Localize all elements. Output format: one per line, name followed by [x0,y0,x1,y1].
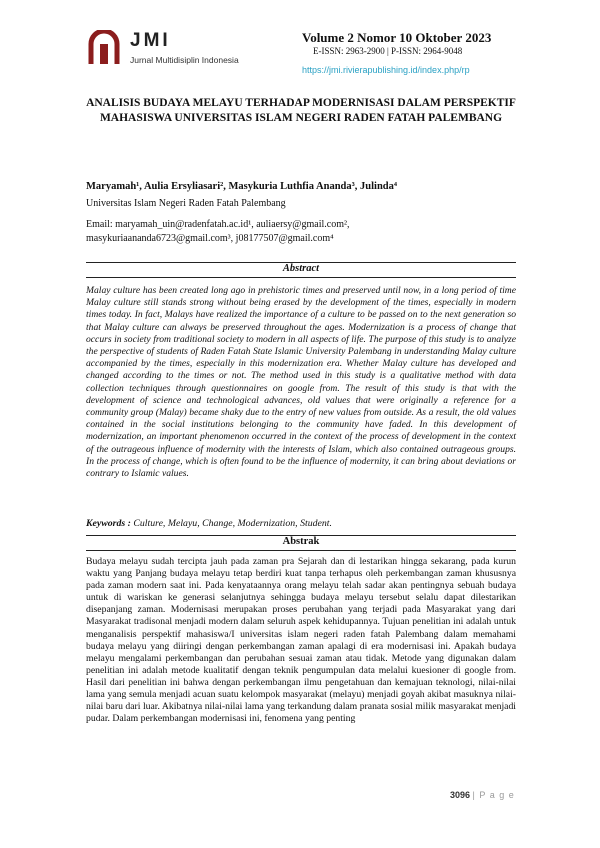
paper-email-line-2: masykuriaananda6723@gmail.com³, j08177507@gmail.com⁴ [86,233,334,244]
abstract-heading-divider [86,277,516,278]
journal-volume: Volume 2 Nomor 10 Oktober 2023 [302,30,492,45]
abstrak-text: Budaya melayu sudah tercipta jauh pada zaman pra Sejarah dan di lestarikan hingga sekarang, pada kurun waktu yang Panjang budaya melayu tetap berdiri kuat tanpa terhapus oleh perkembangan zaman khususnya pada zaman modern saat ini. Pada kenyataannya orang melayu telah sadar akan pentingnya sebuah budaya untuk di wariskan ke generasi selanjutnya sehingga budaya melayu tersebut selalu dapat dilestarikan disepanjang zaman. Modernisasi merupakan proses perubahan yang terjadi pada Masyarakat yang dari Masyarakat tradisonal menjadi modern dalam seluruh aspek kehidupannya. Tujuan penelitian ini adalah untuk menganalisis perspektif mahasiswa/I universitas islam negeri raden fatah Palembang dalam memahami budaya melayu yang diiringi dengan perkembangan zaman apalagi di era modernisasi ini. Apakah budaya melayu mengalami perkembangan dan perubahan sesuai zaman atau tidak. Metode yang digunakan dalam penelitian ini adalah metode kualitatif dengan teknik pengumpulan data melalui kuesioner di google from. Hasil dari penelitian ini bahwa dengan perkembangan ilmu pengetahuan dan kemajuan teknologi, nilai-nilai lama yang semula menjadi acuan suatu kelompok masyarakat (melayu) menjadi goyah akibat masuknya nilai-nilai baru dari luar. Akibatnya nilai-nilai lama yang terkandung dalam pranata sosial milik masyarakat menjadi pudar. Dalam perkembangan modernisasi ini, fenomena yang penting [86,556,516,725]
journal-logo-subtitle: Jurnal Multidisiplin Indonesia [130,55,239,65]
page-label: | P a g e [472,790,515,800]
paper-email-line-1: Email: maryamah_uin@radenfatah.ac.id¹, auliaersy@gmail.com², [86,219,350,230]
abstrak-heading-divider [86,550,516,551]
abstrak-heading: Abstrak [282,536,320,547]
paper-authors: Maryamah¹, Aulia Ersyliasari², Masykuria Luthfia Ananda³, Julinda⁴ [86,181,398,192]
page-number: 3096 [450,790,471,800]
keywords-label: Keywords : [86,518,131,529]
journal-logo-text: JMI [130,30,171,51]
journal-url-link[interactable]: https://jmi.rivierapublishing.id/index.php/rp [302,65,470,75]
keywords-line [86,518,332,529]
journal-issn: E-ISSN: 2963-2900 | P-ISSN: 2964-9048 [313,46,463,56]
paper-title: ANALISIS BUDAYA MELAYU TERHADAP MODERNISASI DALAM PERSPEKTIF MAHASISWA UNIVERSITAS ISLAM NEGERI RADEN FATAH PALEMBANG [86,97,516,124]
journal-logo-icon [86,30,122,66]
abstract-heading: Abstract [282,263,320,274]
keywords-values: Culture, Melayu, Change, Modernization, Student. [133,518,332,529]
page-footer [450,790,515,800]
paper-affiliation: Universitas Islam Negeri Raden Fatah Palembang [86,198,286,209]
abstract-text: Malay culture has been created long ago in prehistoric times and preserved until now, in a long period of time Malay culture still stands strong without being erased by the development of the times, especially in modern times today. In fact, Malays have realized the importance of a culture to be passed on to the next generation so that Malay culture can always be preserved throughout the ages. Modernization is a process of change that occurs in society from traditional society to modern in all aspects of life. The purpose of this study is to analyze the perspective of students of Raden Fatah State Islamic University Palembang in understanding Malay culture accompanied by the times, especially in this modernization era. Whether Malay culture has developed and changed according to the times or not. The method used in this study is a qualitative method with data collection techniques through questionnaires on google from. The result of this study is that with the development of science and technological advances, old values that were originally a reference for a community group (Malay) became shaky due to the entry of new values from outside. As a result, the old values contained in the social institutions belonging to the community have faded. In this development of modernization, an important phenomenon occurred in the context of the process of development in the context of the outrageous influence of modernity with the interests of Islam, which also contained outrageous groups. In the process of change, which is often found to be the influence of modernity, it can bring about deviations or contrary to Islamic values. [86,285,516,480]
